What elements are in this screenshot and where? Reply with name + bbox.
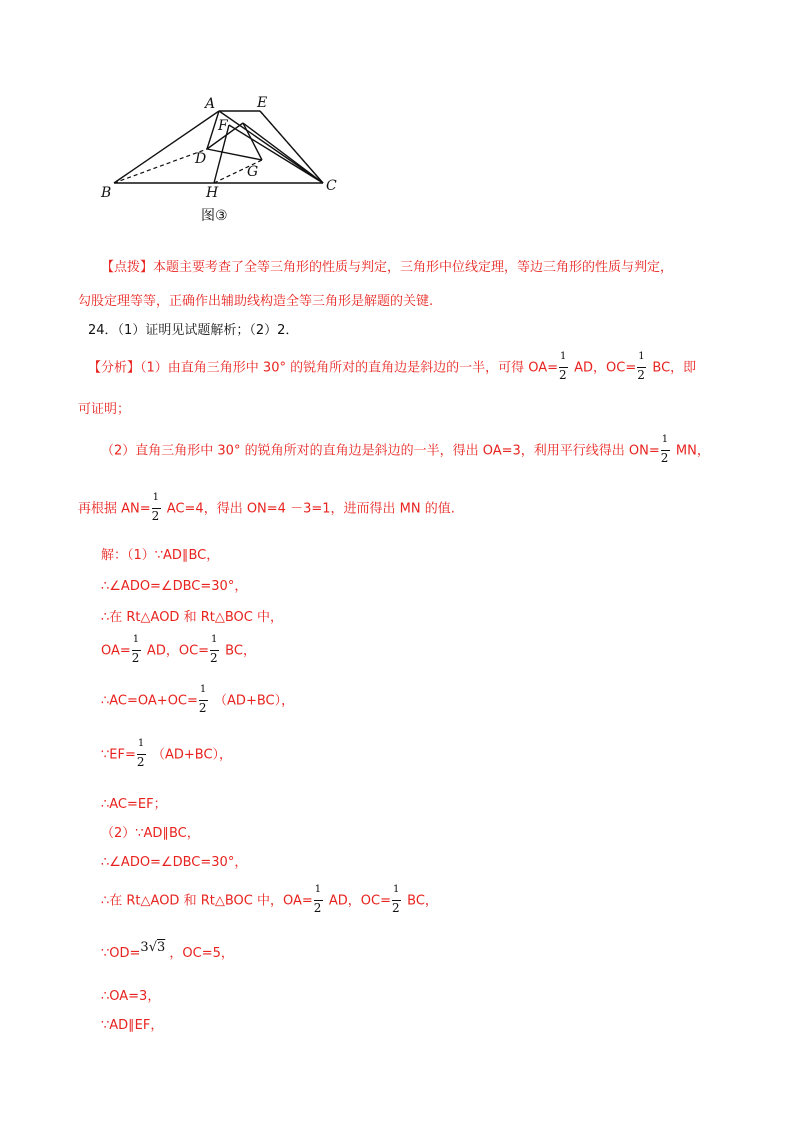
point-label-e: E: [257, 95, 268, 111]
solution-line-10: [101, 886, 438, 916]
fraction: $\frac{1}{2}$: [136, 738, 145, 769]
analysis-line-2: 可证明；: [78, 402, 131, 417]
solution-text: （AD+BC），: [147, 747, 233, 763]
solution-line-7: ∴AC=EF；: [101, 797, 167, 812]
analysis-line-3: [101, 436, 710, 466]
analysis-text: AD，OC=: [570, 360, 637, 376]
solution-line-6: [101, 740, 232, 770]
solution-line-8: （2）∵AD∥BC，: [101, 826, 200, 841]
solution-text: BC，: [403, 893, 438, 909]
point-label-b: B: [101, 185, 112, 201]
solution-text: ∴在 Rt△AOD 和 Rt△BOC 中，OA=: [101, 893, 313, 909]
solution-text: ∵EF=: [101, 747, 136, 763]
analysis-text: （1）由直角三角形中 30° 的锐角所对的直角边是斜边的一半，可得 OA=: [140, 360, 559, 376]
analysis-line-1: [88, 353, 696, 383]
fraction: $\frac{1}{2}$: [559, 351, 567, 382]
analysis-text: MN，: [671, 443, 710, 459]
fraction: $\frac{1}{2}$: [198, 684, 207, 715]
tip-line-1: [101, 260, 673, 276]
point-label-c: C: [326, 178, 337, 194]
solution-line-5: [101, 686, 294, 716]
solution-line-11: [101, 942, 234, 966]
fraction: $\frac{1}{2}$: [313, 884, 322, 915]
fraction: $\frac{1}{2}$: [151, 492, 160, 523]
radical-expression: 3√3: [140, 940, 166, 955]
solution-text: ∵OD=: [101, 946, 141, 961]
solution-text: AD，OC=: [324, 893, 392, 909]
geometry-figure: [0, 0, 800, 240]
answer-line: 24．（1）证明见试题解析；（2）2．: [88, 323, 299, 338]
point-label-h: H: [206, 185, 219, 201]
solution-line-4: [101, 636, 256, 666]
analysis-label: 【分析】: [88, 360, 141, 376]
point-label-a: A: [205, 96, 216, 112]
solution-text: BC，: [221, 643, 256, 659]
tip-label: 【点拨】: [101, 260, 154, 275]
solution-line-12: ∴OA=3，: [101, 989, 161, 1004]
solution-text: OA=: [101, 643, 131, 659]
point-label-g: G: [247, 164, 259, 180]
tip-line-2: 勾股定理等等，正确作出辅助线构造全等三角形是解题的关键.: [78, 294, 434, 309]
figure-caption: 图③: [201, 208, 228, 224]
fraction: $\frac{1}{2}$: [392, 884, 400, 915]
solution-text: （AD+BC），: [209, 693, 295, 709]
solution-text: ，OC=5，: [165, 946, 234, 961]
fraction: $\frac{1}{2}$: [210, 634, 218, 665]
analysis-text: 再根据 AN=: [78, 501, 151, 517]
analysis-text: （2）直角三角形中 30° 的锐角所对的直角边是斜边的一半，得出 OA=3，利用平行线得出 ON=: [101, 443, 660, 459]
analysis-line-4: [78, 494, 455, 524]
solution-line-13: ∵AD∥EF，: [101, 1018, 164, 1033]
solution-line-1: 解：（1）∵AD∥BC，: [101, 548, 220, 563]
fraction: $\frac{1}{2}$: [131, 634, 140, 665]
fraction: $\frac{1}{2}$: [637, 351, 645, 382]
point-label-f: F: [218, 118, 228, 134]
solution-line-3: ∴在 Rt△AOD 和 Rt△BOC 中，: [101, 610, 283, 625]
analysis-text: AC=4，得出 ON=4 －3=1，进而得出 MN 的值.: [162, 501, 455, 517]
tip-text-1: 本题主要考查了全等三角形的性质与判定，三角形中位线定理，等边三角形的性质与判定，: [153, 260, 674, 275]
fraction: $\frac{1}{2}$: [660, 434, 669, 465]
point-label-d: D: [195, 151, 207, 167]
solution-text: AD，OC=: [142, 643, 210, 659]
solution-line-9: ∴∠ADO=∠DBC=30°，: [101, 855, 248, 870]
solution-text: ∴AC=OA+OC=: [101, 693, 198, 709]
solution-line-2: ∴∠ADO=∠DBC=30°，: [101, 579, 248, 594]
analysis-text: BC，即: [648, 360, 697, 376]
